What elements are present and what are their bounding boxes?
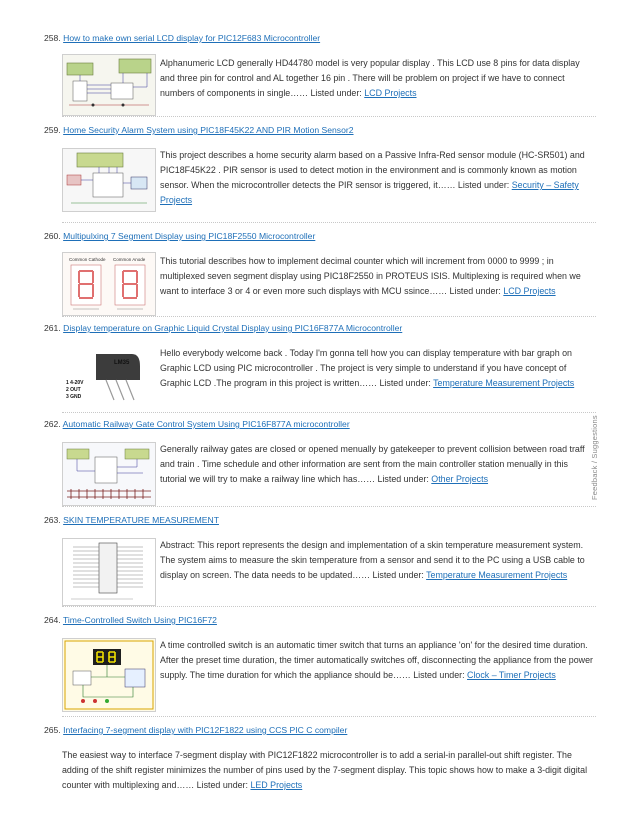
entry-title-row: [44, 230, 315, 242]
entry-title-row: [44, 124, 354, 136]
category-link[interactable]: Clock – Timer Projects: [467, 670, 556, 680]
entry-description: [160, 56, 596, 101]
entry-title-row: [44, 614, 217, 626]
entry-number: 263.: [44, 515, 64, 525]
divider: [62, 716, 596, 717]
feedback-suggestions-tab[interactable]: Feedback / Suggestions: [590, 415, 599, 500]
divider: [62, 116, 596, 117]
thumb-label-lm35: LM35: [114, 360, 130, 366]
entry-title-link[interactable]: How to make own serial LCD display for PIC12F683 Microcontroller: [63, 33, 321, 43]
entry-description-text: This project describes a home security alarm based on a Passive Infra-Red sensor module (HC-SR501) and PIC18F45K22 . PIR sensor is used to detect motion in the environment and is commonly known as motion sensor. When the microcontroller detects the PIR sensor is triggered, it…… Listed under:: [160, 150, 585, 190]
pic-pinout-diagram-image: [63, 539, 155, 605]
entry-description-text: Abstract: This report represents the design and implementation of a skin temperature measurement system. The system aims to measure the skin temperature from a sensor and send it to the PC using a USB cable to display on screen. The data needs to be updated…… Listed under:: [160, 540, 585, 580]
thumb-label-common-cathode: Common Cathode: [69, 257, 106, 262]
category-link[interactable]: Temperature Measurement Projects: [433, 378, 575, 388]
divider: [62, 606, 596, 607]
security-alarm-schematic-image: [63, 149, 155, 211]
entry-title-link[interactable]: SKIN TEMPERATURE MEASUREMENT: [63, 515, 219, 525]
divider: [62, 412, 596, 413]
entry-number: 265.: [44, 725, 64, 735]
entry-number: 262.: [44, 419, 63, 429]
entry-title-link[interactable]: Display temperature on Graphic Liquid Crystal Display using PIC16F877A Microcontroller: [63, 323, 403, 333]
timer-switch-circuit-image: [63, 639, 155, 711]
category-link[interactable]: LCD Projects: [503, 286, 556, 296]
entry-description: [160, 638, 596, 683]
entry-description: [62, 748, 596, 793]
entry-number: 259.: [44, 125, 64, 135]
entry-description-text: Alphanumeric LCD generally HD44780 model is very popular display . This LCD use 8 pins for data display and three pin for control and AL together 16 pin . There will be problem on project if we have to connect numbers of components in single…… Listed under:: [160, 58, 580, 98]
entry-thumbnail[interactable]: [62, 442, 156, 506]
entry-number: 261.: [44, 323, 64, 333]
entry-description-text: A time controlled switch is an automatic timer switch that turns an appliance 'on' for the desired time duration. After the preset time duration, the timer automatically switches off, disconnecting the appliance from the power supply. The time duration for which the appliance should be…… Listed under:: [160, 640, 593, 680]
entry-description-text: This tutorial describes how to implement decimal counter which will increment from 0000 to 9999 ; in multiplexed seven segment display using PIC18F2550 in PROTEUS ISIS. Multiplexing is required when we want to interface 3 or 4 or even more such displays with MCU ssince…… Listed under:: [160, 256, 581, 296]
entry-title-row: [44, 724, 347, 736]
entry-description: [160, 346, 596, 391]
entry-number: 258.: [44, 33, 64, 43]
divider: [62, 222, 596, 223]
entry-description: [160, 148, 596, 208]
thumb-label-common-anode: Common Anode: [113, 257, 146, 262]
entry-thumbnail[interactable]: [62, 538, 156, 606]
category-link[interactable]: Temperature Measurement Projects: [426, 570, 568, 580]
entry-title-row: [44, 514, 219, 526]
category-link[interactable]: Other Projects: [431, 474, 489, 484]
category-link[interactable]: LCD Projects: [364, 88, 417, 98]
seven-segment-diagram-image: [63, 253, 155, 315]
lm35-sensor-image: [62, 346, 154, 408]
serial-lcd-schematic-image: [63, 55, 155, 115]
thumb-label-pin1: 1 4-20V: [66, 380, 84, 386]
thumb-label-pin3: 3 GND: [66, 394, 82, 400]
entry-title-link[interactable]: Interfacing 7-segment display with PIC12F1822 using CCS PIC C compiler: [63, 725, 348, 735]
entry-thumbnail[interactable]: [62, 252, 156, 316]
entry-description-text: Hello everybody welcome back . Today I'm gonna tell how you can display temperature with bar graph on Graphic LCD using PIC microcontroller . The project is very simple to understand if you have concept of Graphic LCD .The program in this project is written…… Listed under:: [160, 348, 572, 388]
entry-title-row: [44, 418, 350, 430]
entry-description: [160, 538, 596, 583]
category-link[interactable]: LED Projects: [250, 780, 303, 790]
entry-thumbnail[interactable]: [62, 346, 154, 408]
railway-gate-schematic-image: [63, 443, 155, 505]
entry-title-link[interactable]: Multipulxing 7 Segment Display using PIC18F2550 Microcontroller: [63, 231, 316, 241]
entry-thumbnail[interactable]: [62, 638, 156, 712]
entry-title-link[interactable]: Time-Controlled Switch Using PIC16F72: [62, 615, 217, 625]
category-link[interactable]: Security – Safety Projects: [160, 180, 579, 205]
entry-thumbnail[interactable]: [62, 148, 156, 212]
thumb-label-pin2: 2 OUT: [66, 387, 81, 393]
entry-number: 260.: [44, 231, 64, 241]
entry-description: [160, 254, 596, 299]
entry-description-text: The easiest way to interface 7-segment display with PIC12F1822 microcontroller is to add a serial-in parallel-out shift register. The adding of the shift register minimizes the number of pins used by the 7-segment display. This topic shows how to make a 3-digit digital counter with multiplexing and…… Listed under:: [62, 750, 588, 790]
entry-description: [160, 442, 596, 487]
divider: [62, 316, 596, 317]
entry-title-link[interactable]: Home Security Alarm System using PIC18F45K22 AND PIR Motion Sensor2: [63, 125, 354, 135]
entry-title-row: [44, 322, 402, 334]
entry-title-link[interactable]: Automatic Railway Gate Control System Using PIC16F877A microcontroller: [62, 419, 350, 429]
entry-thumbnail[interactable]: [62, 54, 156, 116]
entry-description-text: Generally railway gates are closed or opened menually by gatekeeper to prevent collision between road traff and train . Time schedule and other information are sent from the main controller station menually in this tutorial we will try to make a railway line which has…… Listed under:: [160, 444, 585, 484]
entry-number: 264.: [44, 615, 63, 625]
entry-title-row: [44, 32, 320, 44]
divider: [62, 506, 596, 507]
